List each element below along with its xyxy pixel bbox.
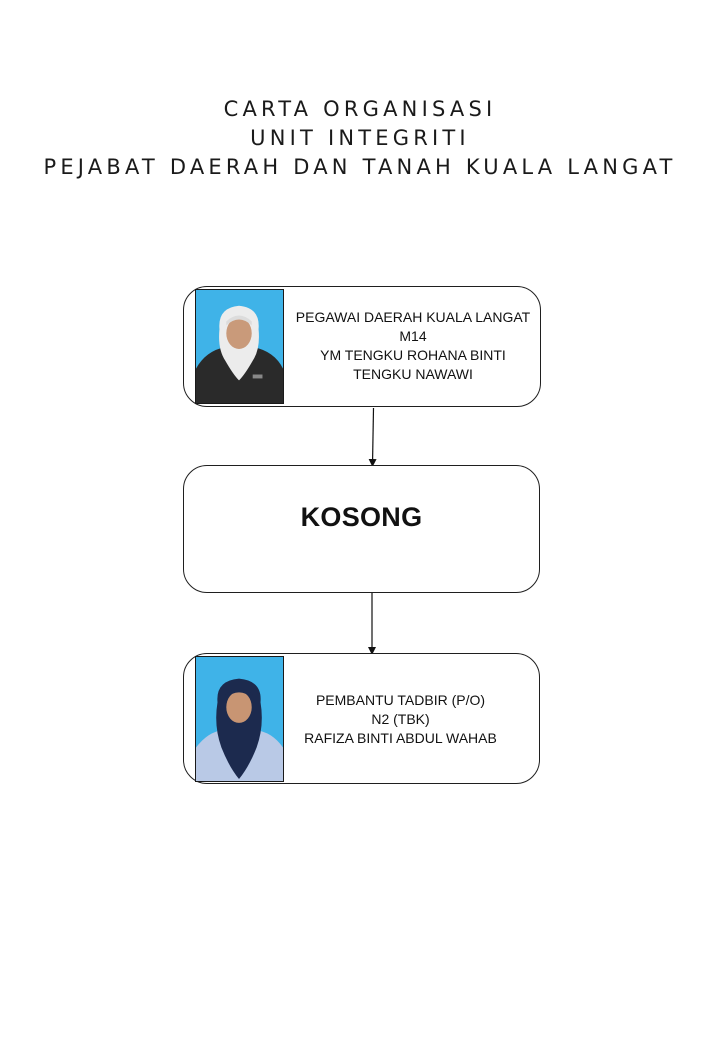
person-portrait-icon — [196, 290, 283, 403]
title-line-2: UNIT INTEGRITI — [250, 126, 470, 150]
chart-title — [0, 95, 720, 182]
connector-arrow-1 — [373, 408, 374, 465]
title-line-1: CARTA ORGANISASI — [223, 97, 497, 121]
position-grade: M14 — [399, 328, 427, 344]
position-title: PEGAWAI DAERAH KUALA LANGAT — [295, 309, 531, 325]
vacant-label: KOSONG — [300, 502, 423, 532]
node-vacant — [183, 465, 540, 593]
profile-photo — [195, 289, 284, 404]
position-grade: N2 (TBK) — [371, 711, 430, 727]
person-portrait-icon — [196, 657, 283, 781]
node-district-officer — [183, 286, 541, 407]
officer-name-continued: TENGKU NAWAWI — [353, 366, 473, 382]
profile-photo — [195, 656, 284, 782]
node-details — [288, 308, 538, 384]
node-details — [288, 691, 513, 748]
position-title: PEMBANTU TADBIR (P/O) — [315, 692, 486, 708]
node-admin-assistant — [183, 653, 540, 784]
title-line-3: PEJABAT DAERAH DAN TANAH KUALA LANGAT — [43, 155, 677, 179]
officer-name: RAFIZA BINTI ABDUL WAHAB — [304, 730, 497, 746]
officer-name: YM TENGKU ROHANA BINTI — [320, 347, 506, 363]
